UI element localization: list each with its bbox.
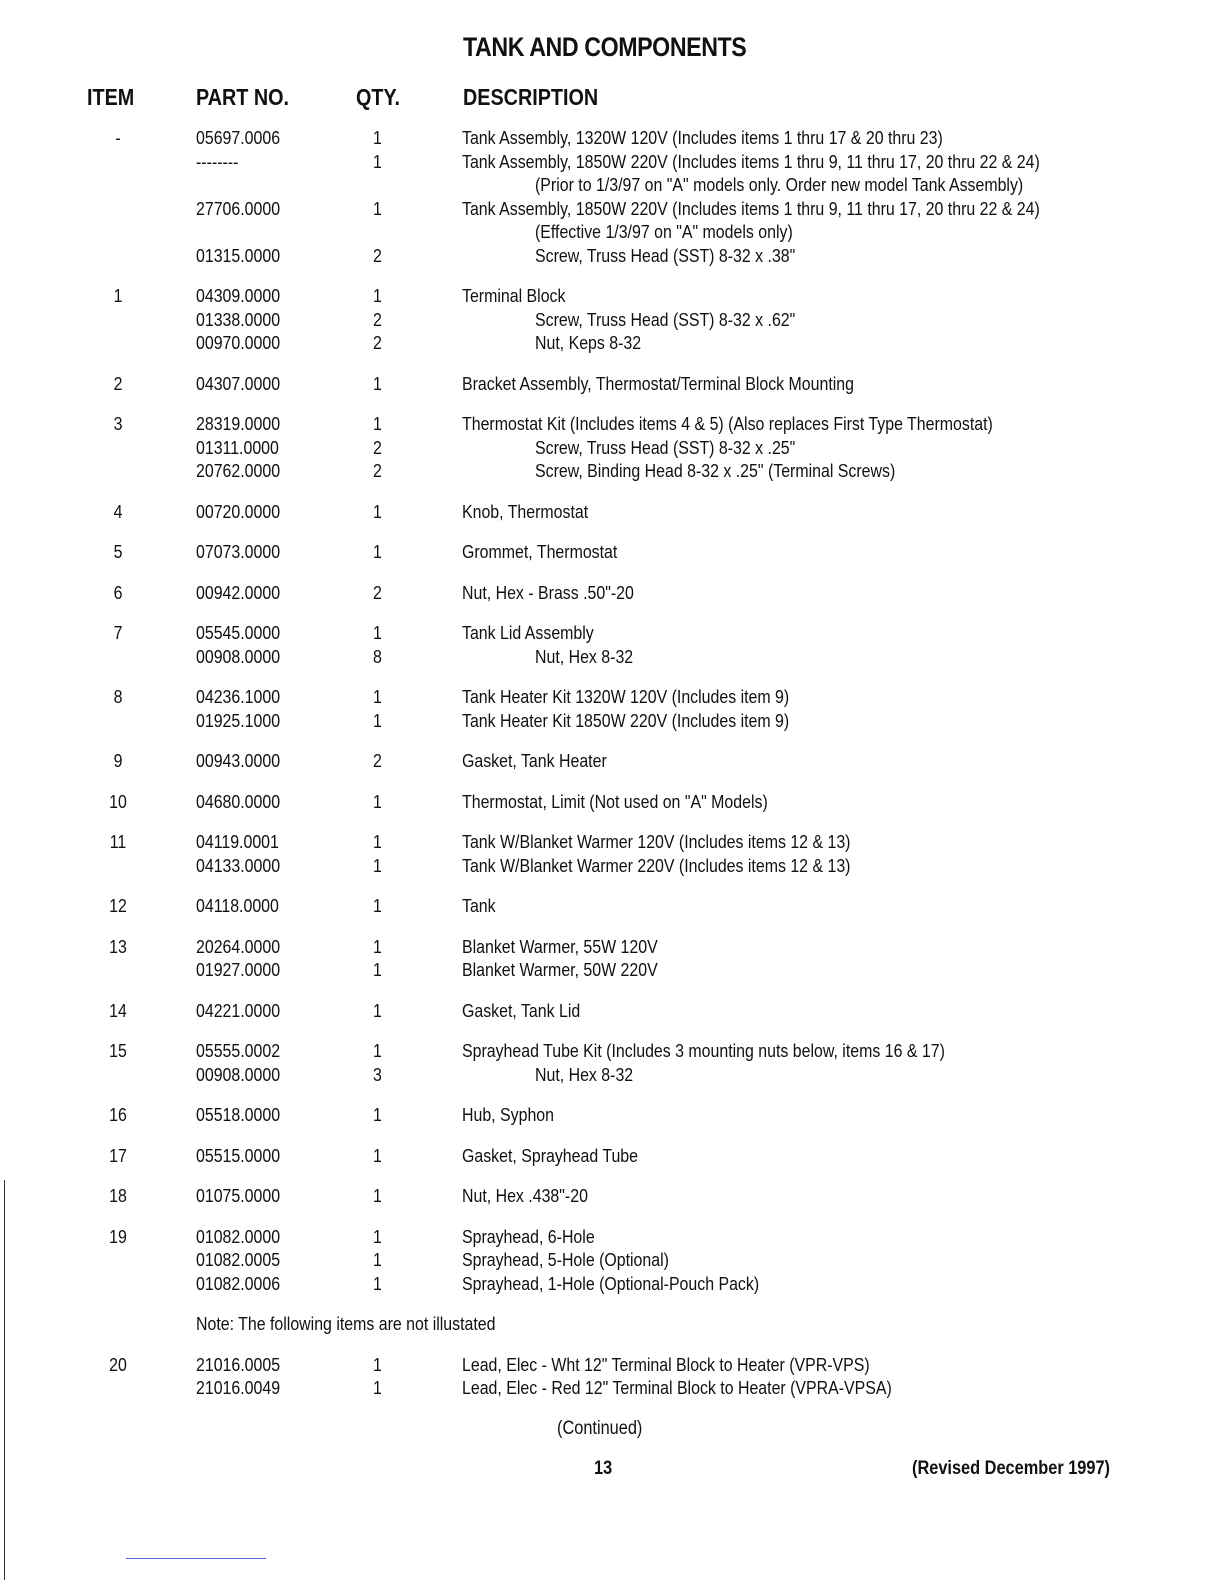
description: Tank Lid Assembly (462, 622, 594, 643)
description: Tank Assembly, 1850W 220V (Includes items 1 thru 9, 11 thru 17, 20 thru 22 & 24) (462, 197, 1040, 219)
quantity: 2 (373, 244, 382, 266)
description: Sprayhead Tube Kit (Includes 3 mounting nuts below, items 16 & 17) (462, 1040, 945, 1061)
item-number: 4 (113, 500, 123, 522)
note-text: Note: The following items are not illustated (196, 1313, 496, 1334)
part-number: 01338.0000 (196, 308, 281, 330)
table-row (0, 1376, 1224, 1400)
part-number: 04119.0001 (196, 831, 279, 852)
row-spacer (0, 1336, 1224, 1353)
table-row (0, 1312, 1224, 1336)
table-row (0, 500, 1224, 524)
row-spacer (0, 668, 1224, 685)
part-number: 04221.0000 (196, 999, 281, 1021)
row-spacer (0, 1127, 1224, 1144)
description: Screw, Truss Head (SST) 8-32 x .38" (535, 244, 796, 266)
table-row (0, 459, 1224, 483)
table-row (0, 1039, 1224, 1063)
table-row (0, 749, 1224, 773)
item-number: 18 (109, 1185, 127, 1206)
table-row (0, 581, 1224, 605)
item-number: 15 (109, 1040, 127, 1061)
description: Tank Heater Kit 1320W 120V (Includes item 9) (462, 686, 790, 707)
part-number: 05518.0000 (196, 1104, 281, 1125)
table-row (0, 126, 1224, 150)
description: Hub, Syphon (462, 1104, 554, 1125)
quantity: 8 (373, 645, 382, 667)
part-number: 04309.0000 (196, 285, 281, 306)
page-number: 13 (594, 1458, 613, 1479)
item-number: 5 (113, 541, 123, 562)
table-row (0, 958, 1224, 982)
continued-label: (Continued) (557, 1418, 643, 1439)
quantity: 1 (373, 1040, 382, 1061)
item-number: 14 (109, 999, 127, 1021)
quantity: 1 (373, 1272, 382, 1294)
part-number: 21016.0005 (196, 1353, 281, 1375)
quantity: 1 (373, 150, 382, 172)
header-qty: QTY. (356, 84, 400, 110)
description: Nut, Hex 8-32 (535, 1063, 634, 1085)
table-row (0, 1103, 1224, 1127)
row-spacer (0, 1208, 1224, 1225)
part-number: 04236.1000 (196, 686, 281, 707)
table-row (0, 412, 1224, 436)
row-spacer (0, 773, 1224, 790)
table-row (0, 1353, 1224, 1377)
item-number: 3 (113, 413, 123, 434)
table-row (0, 1063, 1224, 1087)
header-item: ITEM (87, 84, 135, 110)
quantity: 1 (373, 854, 382, 876)
row-spacer (0, 918, 1224, 935)
part-number: 01082.0000 (196, 1225, 281, 1247)
description: Sprayhead, 6-Hole (462, 1225, 595, 1247)
table-row (0, 436, 1224, 460)
description: Grommet, Thermostat (462, 541, 618, 562)
part-number: 05515.0000 (196, 1144, 281, 1166)
quantity: 1 (373, 895, 382, 916)
page-title: TANK AND COMPONENTS (463, 32, 747, 62)
item-number: 13 (109, 935, 127, 957)
row-spacer (0, 395, 1224, 412)
row-spacer (0, 732, 1224, 749)
description: Tank W/Blanket Warmer 120V (Includes items 12 & 13) (462, 831, 851, 852)
part-number: 04307.0000 (196, 372, 281, 394)
row-spacer (0, 355, 1224, 372)
table-row (0, 790, 1224, 814)
table-row (0, 1225, 1224, 1249)
table-row (0, 540, 1224, 564)
description: Nut, Keps 8-32 (535, 332, 642, 353)
row-spacer (0, 564, 1224, 581)
quantity: 1 (373, 1225, 382, 1247)
item-number: 17 (109, 1144, 127, 1166)
part-number: 01927.0000 (196, 959, 281, 980)
table-row (0, 173, 1224, 197)
quantity: 1 (373, 1104, 382, 1125)
table-row (0, 1272, 1224, 1296)
row-spacer (0, 1022, 1224, 1039)
quantity: 1 (373, 959, 382, 980)
row-spacer (0, 483, 1224, 500)
table-row (0, 830, 1224, 854)
part-number: 05697.0006 (196, 127, 281, 148)
part-number: 01075.0000 (196, 1185, 281, 1206)
table-row (0, 244, 1224, 268)
part-number: 00970.0000 (196, 332, 281, 353)
table-row (0, 150, 1224, 174)
item-number: 7 (113, 622, 123, 643)
item-number: 9 (113, 750, 123, 771)
quantity: 1 (373, 372, 382, 394)
description: Tank Heater Kit 1850W 220V (Includes item 9) (462, 709, 790, 731)
quantity: 1 (373, 999, 382, 1021)
table-row (0, 645, 1224, 669)
quantity: 2 (373, 750, 382, 771)
table-row (0, 1248, 1224, 1272)
description: Tank (462, 895, 496, 916)
part-number: 05545.0000 (196, 622, 281, 643)
row-spacer (0, 1167, 1224, 1184)
quantity: 2 (373, 332, 382, 353)
table-row (0, 1144, 1224, 1168)
item-number: 10 (109, 790, 127, 812)
description: Screw, Truss Head (SST) 8-32 x .25" (535, 436, 796, 458)
quantity: 1 (373, 500, 382, 522)
part-number: 20264.0000 (196, 935, 281, 957)
item-number: 8 (113, 686, 123, 707)
part-number: -------- (196, 150, 239, 172)
item-number: 2 (113, 372, 123, 394)
quantity: 3 (373, 1063, 382, 1085)
item-number: - (115, 127, 121, 148)
quantity: 2 (373, 436, 382, 458)
header-part-no: PART NO. (196, 84, 290, 110)
table-row (0, 999, 1224, 1023)
part-number: 01082.0005 (196, 1249, 281, 1270)
description: Lead, Elec - Wht 12" Terminal Block to Heater (VPR-VPS) (462, 1353, 870, 1375)
row-spacer (0, 604, 1224, 621)
table-row (0, 372, 1224, 396)
table-row (0, 935, 1224, 959)
revision-note: (Revised December 1997) (912, 1458, 1111, 1479)
part-number: 01082.0006 (196, 1272, 281, 1294)
table-row (0, 709, 1224, 733)
table-row (0, 894, 1224, 918)
table-row (0, 284, 1224, 308)
part-number: 00908.0000 (196, 645, 281, 667)
description: Blanket Warmer, 55W 120V (462, 935, 658, 957)
description: Gasket, Sprayhead Tube (462, 1144, 639, 1166)
quantity: 1 (373, 831, 382, 852)
row-spacer (0, 877, 1224, 894)
part-number: 01315.0000 (196, 244, 281, 266)
part-number: 04133.0000 (196, 854, 281, 876)
table-row (0, 331, 1224, 355)
item-number: 11 (109, 831, 127, 852)
table-row (0, 197, 1224, 221)
description: Sprayhead, 5-Hole (Optional) (462, 1249, 669, 1270)
quantity: 1 (373, 686, 382, 707)
quantity: 1 (373, 285, 382, 306)
description: Tank Assembly, 1320W 120V (Includes items 1 thru 17 & 20 thru 23) (462, 127, 943, 148)
row-spacer (0, 1295, 1224, 1312)
part-number: 27706.0000 (196, 197, 281, 219)
quantity: 1 (373, 1353, 382, 1375)
description: Thermostat, Limit (Not used on "A" Models) (462, 790, 768, 812)
quantity: 1 (373, 622, 382, 643)
row-spacer (0, 267, 1224, 284)
row-spacer (0, 523, 1224, 540)
quantity: 1 (373, 197, 382, 219)
description: Thermostat Kit (Includes items 4 & 5) (Also replaces First Type Thermostat) (462, 413, 993, 434)
row-spacer (0, 813, 1224, 830)
part-number: 28319.0000 (196, 413, 281, 434)
description: Screw, Binding Head 8-32 x .25" (Terminal Screws) (535, 460, 896, 481)
description: Nut, Hex 8-32 (535, 645, 634, 667)
description: Nut, Hex - Brass .50"-20 (462, 581, 634, 603)
description: Nut, Hex .438"-20 (462, 1185, 588, 1206)
part-number: 01311.0000 (196, 436, 279, 458)
description: Bracket Assembly, Thermostat/Terminal Block Mounting (462, 372, 855, 394)
table-row (0, 621, 1224, 645)
quantity: 1 (373, 1185, 382, 1206)
part-number: 00908.0000 (196, 1063, 281, 1085)
description: Terminal Block (462, 285, 566, 306)
table-row (0, 308, 1224, 332)
description: Tank W/Blanket Warmer 220V (Includes items 12 & 13) (462, 854, 851, 876)
description: (Effective 1/3/97 on "A" models only) (535, 221, 793, 242)
part-number: 04680.0000 (196, 790, 281, 812)
quantity: 2 (373, 308, 382, 330)
item-number: 16 (109, 1104, 127, 1125)
description: Sprayhead, 1-Hole (Optional-Pouch Pack) (462, 1272, 760, 1294)
item-number: 12 (109, 895, 127, 916)
item-number: 1 (113, 285, 123, 306)
quantity: 1 (373, 790, 382, 812)
row-spacer (0, 982, 1224, 999)
quantity: 2 (373, 460, 382, 481)
footer-rule (126, 1558, 266, 1559)
quantity: 1 (373, 541, 382, 562)
part-number: 04118.0000 (196, 895, 279, 916)
table-row (0, 1184, 1224, 1208)
quantity: 1 (373, 1144, 382, 1166)
description: Blanket Warmer, 50W 220V (462, 959, 658, 980)
quantity: 1 (373, 127, 382, 148)
table-row (0, 220, 1224, 244)
quantity: 1 (373, 709, 382, 731)
table-row (0, 854, 1224, 878)
row-spacer (0, 1086, 1224, 1103)
part-number: 00942.0000 (196, 581, 281, 603)
part-number: 20762.0000 (196, 460, 281, 481)
quantity: 1 (373, 1377, 382, 1398)
part-number: 00720.0000 (196, 500, 281, 522)
description: Lead, Elec - Red 12" Terminal Block to Heater (VPRA-VPSA) (462, 1377, 892, 1398)
description: Gasket, Tank Heater (462, 750, 607, 771)
item-number: 19 (109, 1225, 127, 1247)
margin-divider (4, 1180, 5, 1580)
parts-table (0, 126, 1224, 1400)
description: Screw, Truss Head (SST) 8-32 x .62" (535, 308, 796, 330)
quantity: 2 (373, 581, 382, 603)
description: (Prior to 1/3/97 on "A" models only. Order new model Tank Assembly) (535, 174, 1024, 195)
description: Knob, Thermostat (462, 500, 589, 522)
item-number: 20 (109, 1353, 127, 1375)
part-number: 07073.0000 (196, 541, 281, 562)
quantity: 1 (373, 935, 382, 957)
description: Gasket, Tank Lid (462, 999, 581, 1021)
header-description: DESCRIPTION (463, 84, 599, 110)
part-number: 21016.0049 (196, 1377, 281, 1398)
part-number: 05555.0002 (196, 1040, 281, 1061)
item-number: 6 (113, 581, 123, 603)
part-number: 01925.1000 (196, 709, 281, 731)
table-row (0, 685, 1224, 709)
quantity: 1 (373, 413, 382, 434)
quantity: 1 (373, 1249, 382, 1270)
part-number: 00943.0000 (196, 750, 281, 771)
description: Tank Assembly, 1850W 220V (Includes items 1 thru 9, 11 thru 17, 20 thru 22 & 24) (462, 150, 1040, 172)
